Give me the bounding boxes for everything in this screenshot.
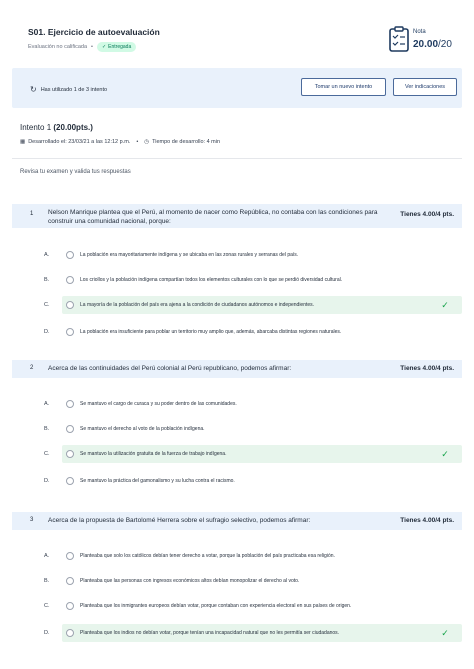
answer-option[interactable]: [44, 246, 462, 264]
page-header: [0, 0, 474, 62]
question-header: [12, 204, 462, 228]
radio-button[interactable]: [66, 602, 74, 610]
duration: Tiempo de desarrollo: 4 min: [152, 139, 221, 145]
option-text: La mayoría de la población del país era ajena a la condición de ciudadanos autónomos e independientes.: [80, 302, 315, 308]
status-label: Entregada: [108, 44, 132, 50]
answer-option-correct[interactable]: [44, 445, 462, 463]
option-text: Planteaba que los inmigrantes europeos debían votar, porque contaban con experiencia electoral en sus países de origen.: [80, 603, 352, 609]
question-score: Tienes 4.00/4 pts.: [400, 365, 454, 372]
option-text: Planteaba que los indios no debían votar, porque tenían una incapacidad natural que no les permitía ser ciudadanos.: [80, 630, 340, 636]
answer-option[interactable]: [44, 271, 462, 289]
option-letter: B.: [44, 578, 50, 584]
question-number: 3: [30, 517, 34, 523]
question-header: [12, 512, 462, 530]
answer-option-correct[interactable]: [44, 296, 462, 314]
option-text: Se mantuvo el cargo de curaca y su poder dentro de las comunidades.: [80, 401, 237, 407]
status-badge: [97, 42, 136, 52]
answer-option[interactable]: [44, 420, 462, 438]
view-indications-button[interactable]: Ver indicaciones: [393, 78, 457, 96]
check-icon: ✓: [441, 627, 449, 638]
review-note: Revisa tu examen y valida tus respuestas: [20, 169, 131, 175]
answer-option[interactable]: [44, 547, 462, 565]
grade-value: 20.00/20: [413, 39, 452, 50]
question-score: Tienes 4.00/4 pts.: [400, 211, 454, 218]
option-letter: C.: [44, 451, 50, 457]
answer-option[interactable]: [44, 395, 462, 413]
attempts-count: Has utilizado 1 de 3 intento: [40, 86, 108, 93]
answer-option[interactable]: [44, 597, 462, 615]
question-text: Acerca de la propuesta de Bartolomé Herrera sobre el sufragio selectivo, podemos afirmar:: [48, 517, 311, 524]
check-icon: ✓: [441, 448, 449, 459]
answer-option[interactable]: [44, 572, 462, 590]
option-letter: D.: [44, 478, 50, 484]
option-letter: A.: [44, 553, 50, 559]
radio-button[interactable]: [66, 477, 74, 485]
divider: [12, 158, 462, 159]
option-letter: D.: [44, 630, 50, 636]
option-letter: A.: [44, 252, 50, 258]
answer-option[interactable]: [44, 472, 462, 490]
option-text: La población era insuficiente para poblar un territorio muy amplio que, además, abarcaba distintas regiones naturales.: [80, 329, 342, 335]
radio-button[interactable]: [66, 577, 74, 585]
clipboard-icon: [389, 26, 409, 52]
evaluation-type: Evaluación no calificada: [28, 44, 88, 50]
option-letter: D.: [44, 329, 50, 335]
radio-button[interactable]: [66, 450, 74, 458]
question-score: Tienes 4.00/4 pts.: [400, 517, 454, 524]
radio-button[interactable]: [66, 276, 74, 284]
answer-option[interactable]: [44, 323, 462, 341]
option-text: Se mantuvo la práctica del gamonalismo y su lucha contra el racismo.: [80, 478, 235, 484]
option-letter: C.: [44, 302, 50, 308]
attempt-meta: [20, 139, 220, 145]
question-text: Acerca de las continuidades del Perú colonial al Perú republicano, podemos afirmar:: [48, 365, 292, 372]
attempts-panel: [12, 68, 462, 108]
question-number: 1: [30, 211, 34, 217]
evaluation-meta: [28, 42, 136, 52]
radio-button[interactable]: [66, 552, 74, 560]
calendar-icon: ▦: [20, 139, 26, 145]
attempt-title: Intento 1 (20.00pts.): [20, 123, 93, 132]
option-text: La población era mayoritariamente indígena y se ubicaba en las zonas rurales y serranas del país.: [80, 252, 299, 258]
new-attempt-button[interactable]: Tomar un nuevo intento: [301, 78, 386, 96]
radio-button[interactable]: [66, 251, 74, 259]
radio-button[interactable]: [66, 425, 74, 433]
option-text: Los criollos y la población indígena compartían todos los elementos culturales con lo que se perdió diversidad cultural.: [80, 277, 343, 283]
separator-dot: •: [136, 139, 139, 145]
option-letter: A.: [44, 401, 50, 407]
check-icon: ✓: [441, 299, 449, 310]
radio-button[interactable]: [66, 629, 74, 637]
option-letter: C.: [44, 603, 50, 609]
option-letter: B.: [44, 277, 50, 283]
radio-button[interactable]: [66, 328, 74, 336]
radio-button[interactable]: [66, 301, 74, 309]
page-title: S01. Ejercicio de autoevaluación: [28, 27, 160, 37]
separator-dot: •: [91, 44, 93, 50]
check-icon: ✓: [101, 44, 107, 50]
option-letter: B.: [44, 426, 50, 432]
question-header: [12, 360, 462, 378]
question-number: 2: [30, 365, 34, 371]
radio-button[interactable]: [66, 400, 74, 408]
answer-option-correct[interactable]: [44, 624, 462, 642]
grade-label: Nota: [413, 29, 426, 35]
clock-icon: ◷: [144, 139, 150, 145]
developed-date: Desarrollado el: 23/03/21 a las 12:12 p.m.: [28, 139, 131, 145]
refresh-icon: ↻: [30, 85, 37, 94]
attempts-info: [30, 85, 107, 94]
option-text: Se mantuvo el derecho al voto de la población indígena.: [80, 426, 205, 432]
option-text: Planteaba que las personas con ingresos económicos altos debían monopolizar el derecho al voto.: [80, 578, 300, 584]
option-text: Planteaba que solo los católicos debían tener derecho a votar, porque la población del país practicaba esa religión.: [80, 553, 335, 559]
question-text: Nelson Manrique plantea que el Perú, al momento de nacer como República, no contaba con las condiciones para construir una comunidad nacional, porque:: [48, 209, 378, 225]
option-text: Se mantuvo la utilización gratuita de la fuerza de trabajo indígena.: [80, 451, 227, 457]
